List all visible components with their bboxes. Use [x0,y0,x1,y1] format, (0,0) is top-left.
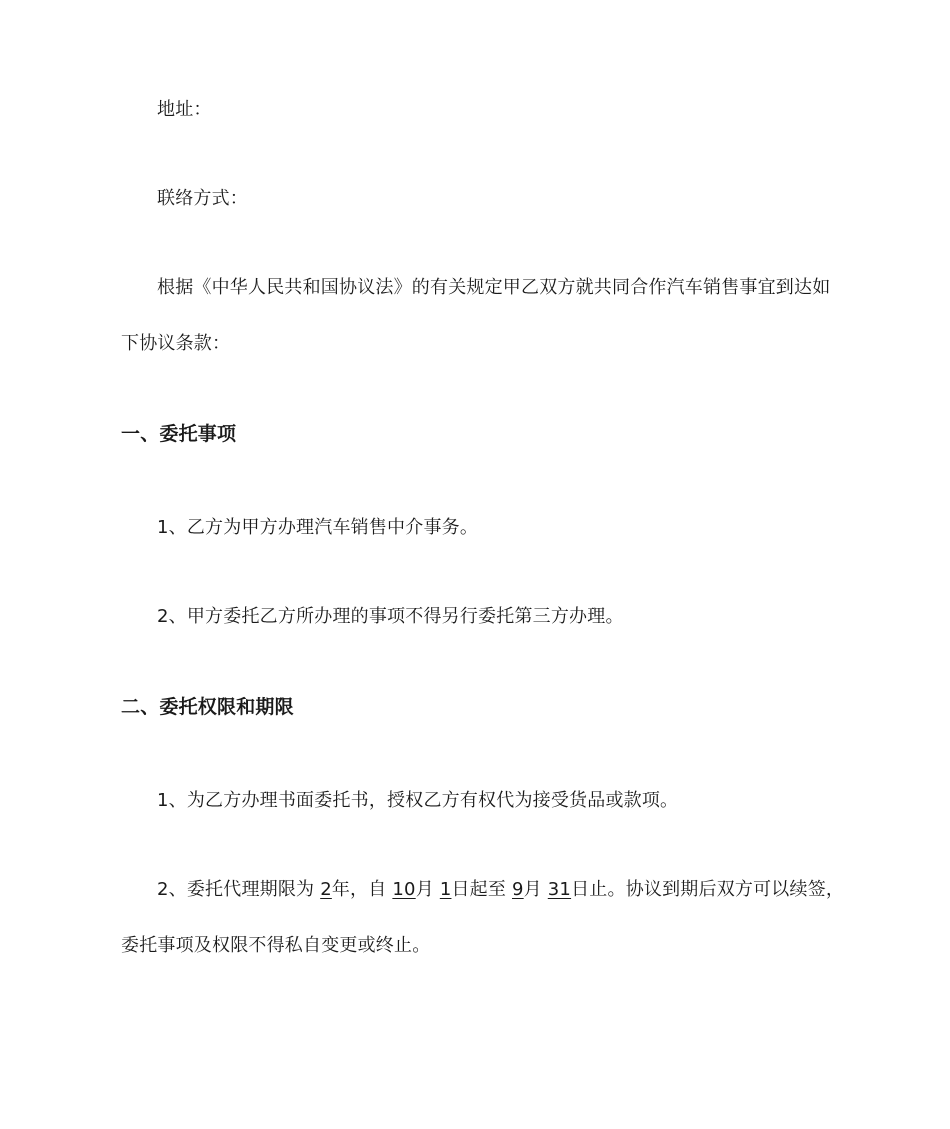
address-label: 地址： [157,99,212,120]
term-years: 2 [320,879,332,900]
term-text-1: 年，自 [331,879,393,900]
term-text-5: 日止。协议到期后双方可以续签， [571,879,845,900]
section1-heading: 一、委托事项 [121,423,237,445]
section2-item2-line1 [157,878,844,902]
intro-paragraph-line2: 下协议条款： [121,333,231,354]
start-day: 1 [439,879,452,900]
start-month: 10 [392,879,416,900]
contact-label: 联络方式： [157,188,248,209]
section2-item1: 1、为乙方办理书面委托书，授权乙方有权代为接受货品或款项。 [157,790,679,811]
section1-item2: 2、甲方委托乙方所办理的事项不得另行委托第三方办理。 [157,606,624,627]
section2-heading: 二、委托权限和期限 [121,696,294,718]
section1-item1: 1、乙方为甲方办理汽车销售中介事务。 [157,517,479,538]
term-text-2: 月 [415,879,440,900]
end-day: 31 [547,879,572,900]
intro-paragraph-line1: 根据《中华人民共和国协议法》的有关规定甲乙双方就共同合作汽车销售事宜到达如 [157,277,831,298]
term-prefix: 2、委托代理期限为 [157,879,321,900]
term-text-4: 月 [523,879,548,900]
term-text-3: 日起至 [451,879,512,900]
section2-item2-line2: 委托事项及权限不得私自变更或终止。 [121,935,431,956]
end-month: 9 [512,879,524,900]
